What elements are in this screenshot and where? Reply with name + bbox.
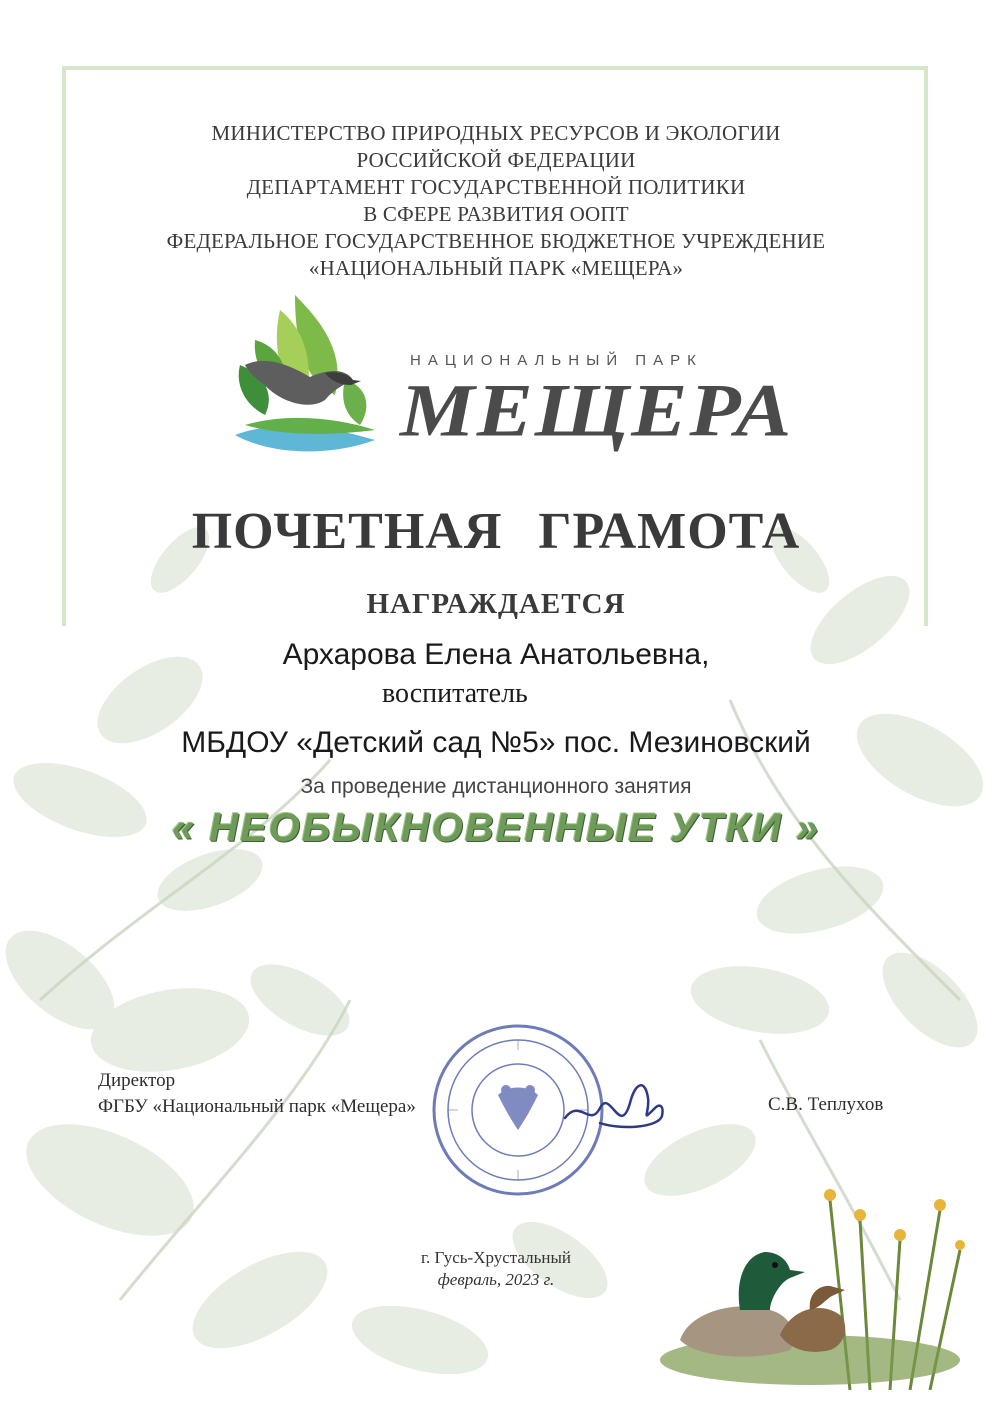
issuer-header [100, 120, 892, 282]
signer-name: С.В. Теплухов [768, 1094, 884, 1115]
signer-position-line: ФГБУ «Национальный парк «Мещера» [98, 1096, 416, 1117]
header-line: МИНИСТЕРСТВО ПРИРОДНЫХ РЕСУРСОВ И ЭКОЛОГИИ [211, 121, 781, 145]
signer-position [98, 1068, 416, 1120]
signer-position-line: Директор [98, 1070, 176, 1091]
awarded-label: НАГРАЖДАЕТСЯ [366, 588, 626, 620]
footer-date: февраль, 2023 г. [437, 1270, 555, 1289]
park-logo-bird-icon [225, 285, 385, 465]
logo-title: МЕЩЕРА [400, 368, 794, 453]
recipient-organization: МБДОУ «Детский сад №5» пос. Мезиновский [181, 726, 811, 759]
event-title: « НЕОБЫКНОВЕННЫЕ УТКИ » [171, 806, 821, 850]
handwritten-signature [560, 1068, 670, 1148]
header-line: В СФЕРЕ РАЗВИТИЯ ООПТ [363, 202, 629, 226]
footer-city: г. Гусь-Хрустальный [421, 1248, 571, 1267]
footer [0, 1247, 992, 1291]
certificate-title: ПОЧЕТНАЯ ГРАМОТА [191, 503, 801, 560]
header-line: ФЕДЕРАЛЬНОЕ ГОСУДАРСТВЕННОЕ БЮДЖЕТНОЕ УЧРЕЖДЕНИЕ [166, 229, 826, 253]
recipient-name: Архарова Елена Анатольевна, [282, 638, 710, 671]
header-line: РОССИЙСКОЙ ФЕДЕРАЦИИ [356, 148, 636, 172]
logo-subtitle: НАЦИОНАЛЬНЫЙ ПАРК [410, 352, 703, 369]
recipient-role: воспитатель [382, 678, 528, 709]
header-line: ДЕПАРТАМЕНТ ГОСУДАРСТВЕННОЙ ПОЛИТИКИ [246, 175, 746, 199]
header-line: «НАЦИОНАЛЬНЫЙ ПАРК «МЕЩЕРА» [308, 256, 684, 280]
award-reason: За проведение дистанционного занятия [300, 775, 692, 798]
